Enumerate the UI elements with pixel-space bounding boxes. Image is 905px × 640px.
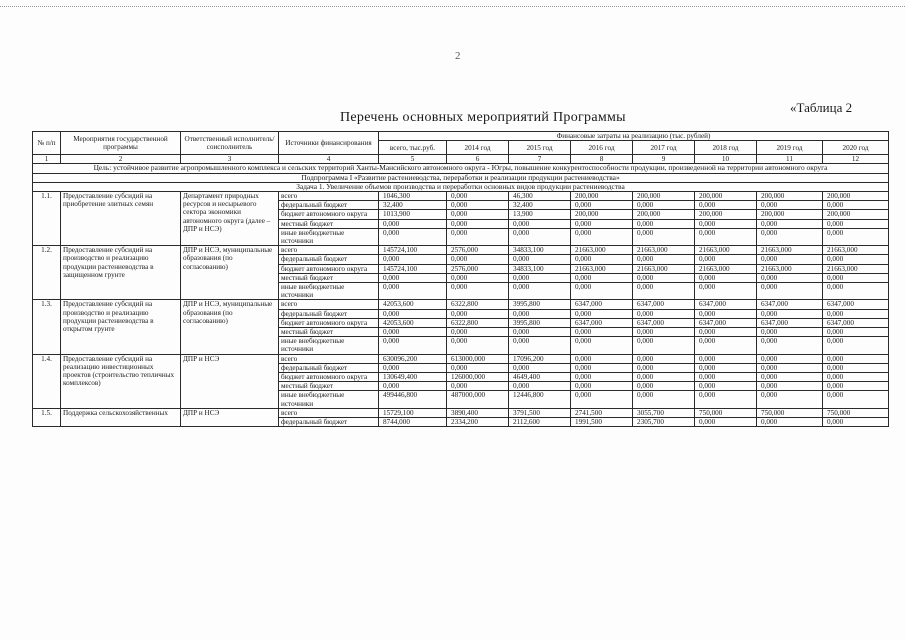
cell-year-value: 0,000 xyxy=(509,273,571,282)
cell-year-value: 13,900 xyxy=(509,210,571,219)
cell-year-value: 200,000 xyxy=(571,210,633,219)
cell-year-value: 3995,800 xyxy=(509,300,571,309)
item-executor: Департамент природных ресурсов и несырьевого сектора экономики автономного округа (далее – ДПР и НСЭ) xyxy=(181,192,279,246)
source-label: федеральный бюджет xyxy=(279,201,379,210)
cell-year-value: 21663,000 xyxy=(757,264,823,273)
cell-year-value: 0,000 xyxy=(633,201,695,210)
item-executor: ДПР и НСЭ, муниципальные образования (по согласованию) xyxy=(181,300,279,354)
cell-total: 130649,400 xyxy=(379,373,447,382)
cell-year-value: 6322,800 xyxy=(447,300,509,309)
cell-year-value: 2334,200 xyxy=(447,418,509,427)
cell-year-value: 200,000 xyxy=(757,192,823,201)
item-number: 1.2. xyxy=(33,246,61,300)
item-executor: ДПР и НСЭ xyxy=(181,408,279,426)
cell-year-value: 0,000 xyxy=(571,363,633,372)
source-label: бюджет автономного округа xyxy=(279,264,379,273)
cell-year-value: 0,000 xyxy=(509,382,571,391)
cell-year-value: 0,000 xyxy=(633,363,695,372)
source-label: всего xyxy=(279,354,379,363)
cell-year-value: 0,000 xyxy=(757,363,823,372)
cell-year-value: 0,000 xyxy=(633,382,695,391)
cell-year-value: 0,000 xyxy=(447,309,509,318)
cell-year-value: 0,000 xyxy=(571,255,633,264)
cell-year-value: 0,000 xyxy=(823,328,889,337)
cell-year-value: 487000,000 xyxy=(447,391,509,408)
header-year: 2017 год xyxy=(633,141,695,155)
cell-year-value: 34833,100 xyxy=(509,264,571,273)
cell-year-value: 200,000 xyxy=(757,210,823,219)
cell-year-value: 200,000 xyxy=(823,210,889,219)
cell-year-value: 0,000 xyxy=(571,219,633,228)
cell-year-value: 0,000 xyxy=(571,382,633,391)
cell-year-value: 0,000 xyxy=(757,228,823,245)
cell-year-value: 0,000 xyxy=(695,255,757,264)
cell-year-value: 0,000 xyxy=(695,328,757,337)
cell-year-value: 17096,200 xyxy=(509,354,571,363)
item-number: 1.4. xyxy=(33,354,61,408)
cell-year-value: 0,000 xyxy=(633,391,695,408)
cell-year-value: 0,000 xyxy=(823,363,889,372)
cell-year-value: 2741,500 xyxy=(571,408,633,417)
cell-year-value: 0,000 xyxy=(633,354,695,363)
cell-year-value: 0,000 xyxy=(633,309,695,318)
cell-year-value: 0,000 xyxy=(633,283,695,300)
source-label: иные внебюджетные источники xyxy=(279,337,379,354)
cell-year-value: 21663,000 xyxy=(695,264,757,273)
cell-total: 1013,900 xyxy=(379,210,447,219)
cell-total: 0,000 xyxy=(379,255,447,264)
cell-year-value: 0,000 xyxy=(695,337,757,354)
header-finance: Финансовые затраты на реализацию (тыс. рублей) xyxy=(379,132,889,141)
cell-year-value: 6347,000 xyxy=(571,300,633,309)
cell-total: 0,000 xyxy=(379,363,447,372)
cell-total: 1046,300 xyxy=(379,192,447,201)
header-num: № п/п xyxy=(33,132,61,155)
cell-total: 499446,800 xyxy=(379,391,447,408)
cell-year-value: 750,000 xyxy=(757,408,823,417)
cell-year-value: 750,000 xyxy=(823,408,889,417)
cell-year-value: 0,000 xyxy=(823,373,889,382)
table-row xyxy=(33,408,889,417)
cell-total: 0,000 xyxy=(379,309,447,318)
cell-year-value: 0,000 xyxy=(695,283,757,300)
cell-year-value: 200,000 xyxy=(695,192,757,201)
cell-year-value: 3055,700 xyxy=(633,408,695,417)
cell-year-value: 6347,000 xyxy=(571,318,633,327)
header-year: 2019 год xyxy=(757,141,823,155)
cell-year-value: 0,000 xyxy=(695,373,757,382)
cell-year-value: 0,000 xyxy=(571,391,633,408)
cell-year-value: 21663,000 xyxy=(571,246,633,255)
source-label: федеральный бюджет xyxy=(279,309,379,318)
source-label: местный бюджет xyxy=(279,382,379,391)
header-year: 2018 год xyxy=(695,141,757,155)
cell-year-value: 200,000 xyxy=(695,210,757,219)
cell-year-value: 0,000 xyxy=(447,273,509,282)
cell-year-value: 126000,000 xyxy=(447,373,509,382)
source-label: федеральный бюджет xyxy=(279,363,379,372)
source-label: всего xyxy=(279,300,379,309)
cell-year-value: 0,000 xyxy=(757,201,823,210)
source-label: бюджет автономного округа xyxy=(279,373,379,382)
cell-year-value: 0,000 xyxy=(571,328,633,337)
item-number: 1.5. xyxy=(33,408,61,426)
document-title: Перечень основных мероприятий Программы xyxy=(340,110,626,125)
item-name: Поддержка сельскохозяйственных xyxy=(61,408,181,426)
column-number: 7 xyxy=(509,155,571,164)
source-label: федеральный бюджет xyxy=(279,418,379,427)
column-number: 1 xyxy=(33,155,61,164)
cell-year-value: 0,000 xyxy=(571,373,633,382)
cell-year-value: 0,000 xyxy=(757,382,823,391)
column-number: 2 xyxy=(61,155,181,164)
cell-year-value: 200,000 xyxy=(571,192,633,201)
cell-year-value: 6347,000 xyxy=(633,318,695,327)
source-label: бюджет автономного округа xyxy=(279,318,379,327)
cell-year-value: 6347,000 xyxy=(757,300,823,309)
table-row xyxy=(33,192,889,201)
cell-year-value: 4649,400 xyxy=(509,373,571,382)
source-label: местный бюджет xyxy=(279,328,379,337)
cell-year-value: 32,400 xyxy=(509,201,571,210)
cell-year-value: 0,000 xyxy=(447,382,509,391)
source-label: местный бюджет xyxy=(279,219,379,228)
cell-total: 42053,600 xyxy=(379,300,447,309)
cell-total: 145724,100 xyxy=(379,264,447,273)
cell-year-value: 0,000 xyxy=(695,418,757,427)
header-source: Источники финансирования xyxy=(279,132,379,155)
header-year: 2020 год xyxy=(823,141,889,155)
cell-year-value: 0,000 xyxy=(509,283,571,300)
cell-year-value: 0,000 xyxy=(823,309,889,318)
cell-year-value: 2305,700 xyxy=(633,418,695,427)
item-executor: ДПР и НСЭ, муниципальные образования (по согласованию) xyxy=(181,246,279,300)
cell-year-value: 0,000 xyxy=(633,373,695,382)
column-number: 11 xyxy=(757,155,823,164)
cell-year-value: 0,000 xyxy=(447,255,509,264)
cell-year-value: 0,000 xyxy=(695,228,757,245)
cell-year-value: 0,000 xyxy=(823,354,889,363)
cell-year-value: 0,000 xyxy=(823,273,889,282)
column-number: 12 xyxy=(823,155,889,164)
item-number: 1.3. xyxy=(33,300,61,354)
cell-total: 32,400 xyxy=(379,201,447,210)
cell-year-value: 3890,400 xyxy=(447,408,509,417)
cell-year-value: 0,000 xyxy=(757,283,823,300)
cell-year-value: 0,000 xyxy=(695,382,757,391)
item-executor: ДПР и НСЭ xyxy=(181,354,279,408)
cell-year-value: 3995,800 xyxy=(509,318,571,327)
cell-year-value: 0,000 xyxy=(823,337,889,354)
cell-year-value: 0,000 xyxy=(447,210,509,219)
cell-year-value: 0,000 xyxy=(823,418,889,427)
cell-total: 145724,100 xyxy=(379,246,447,255)
table-row xyxy=(33,246,889,255)
cell-year-value: 0,000 xyxy=(633,273,695,282)
cell-year-value: 0,000 xyxy=(571,273,633,282)
cell-year-value: 0,000 xyxy=(571,201,633,210)
cell-year-value: 0,000 xyxy=(447,337,509,354)
cell-year-value: 6347,000 xyxy=(695,318,757,327)
cell-year-value: 0,000 xyxy=(823,255,889,264)
cell-year-value: 0,000 xyxy=(633,219,695,228)
cell-year-value: 6322,800 xyxy=(447,318,509,327)
cell-total: 42053,600 xyxy=(379,318,447,327)
item-name: Предоставление субсидий на производство и реализацию продукции растениеводства в открытом грунте xyxy=(61,300,181,354)
cell-year-value: 0,000 xyxy=(509,309,571,318)
cell-year-value: 0,000 xyxy=(571,228,633,245)
cell-year-value: 0,000 xyxy=(447,228,509,245)
item-name: Предоставление субсидий на приобретение элитных семян xyxy=(61,192,181,246)
cell-year-value: 0,000 xyxy=(509,337,571,354)
item-name: Предоставление субсидий на реализацию инвестиционных проектов (строительство тепличных комплексов) xyxy=(61,354,181,408)
cell-year-value: 0,000 xyxy=(509,363,571,372)
cell-year-value: 0,000 xyxy=(509,228,571,245)
cell-year-value: 0,000 xyxy=(695,354,757,363)
source-label: всего xyxy=(279,408,379,417)
cell-year-value: 1991,500 xyxy=(571,418,633,427)
cell-year-value: 2576,000 xyxy=(447,264,509,273)
header-year: 2015 год xyxy=(509,141,571,155)
cell-year-value: 6347,000 xyxy=(823,300,889,309)
cell-year-value: 6347,000 xyxy=(633,300,695,309)
item-name: Предоставление субсидий на производство и реализацию продукции растениеводства в защищенном грунте xyxy=(61,246,181,300)
source-label: всего xyxy=(279,246,379,255)
cell-year-value: 6347,000 xyxy=(695,300,757,309)
cell-year-value: 0,000 xyxy=(695,273,757,282)
cell-year-value: 21663,000 xyxy=(823,246,889,255)
cell-year-value: 0,000 xyxy=(509,328,571,337)
column-number: 8 xyxy=(571,155,633,164)
source-label: иные внебюджетные источники xyxy=(279,228,379,245)
item-number: 1.1. xyxy=(33,192,61,246)
cell-year-value: 0,000 xyxy=(757,328,823,337)
column-number: 4 xyxy=(279,155,379,164)
cell-year-value: 0,000 xyxy=(757,373,823,382)
cell-year-value: 200,000 xyxy=(633,210,695,219)
cell-year-value: 0,000 xyxy=(823,382,889,391)
cell-year-value: 0,000 xyxy=(571,309,633,318)
cell-total: 0,000 xyxy=(379,228,447,245)
table-label: «Таблица 2 xyxy=(790,100,853,115)
source-label: бюджет автономного округа xyxy=(279,210,379,219)
cell-year-value: 21663,000 xyxy=(633,264,695,273)
page-number: 2 xyxy=(455,50,461,62)
cell-year-value: 2112,600 xyxy=(509,418,571,427)
cell-year-value: 613000,000 xyxy=(447,354,509,363)
cell-total: 0,000 xyxy=(379,219,447,228)
cell-year-value: 0,000 xyxy=(757,255,823,264)
cell-year-value: 0,000 xyxy=(633,328,695,337)
cell-year-value: 0,000 xyxy=(695,201,757,210)
cell-year-value: 0,000 xyxy=(447,201,509,210)
table-row xyxy=(33,354,889,363)
cell-total: 0,000 xyxy=(379,273,447,282)
cell-total: 8744,000 xyxy=(379,418,447,427)
cell-year-value: 0,000 xyxy=(509,255,571,264)
top-dotted-line xyxy=(0,6,905,9)
cell-year-value: 0,000 xyxy=(757,354,823,363)
cell-year-value: 0,000 xyxy=(757,219,823,228)
task-row: Задача 1. Увеличение объемов производства и переработки основных видов продукции растениеводства xyxy=(33,182,889,191)
subprogram-row: Подпрограмма I «Развитие растениеводства, переработки и реализации продукции растениеводства» xyxy=(33,173,889,182)
cell-total: 0,000 xyxy=(379,283,447,300)
cell-total: 0,000 xyxy=(379,337,447,354)
cell-year-value: 0,000 xyxy=(823,219,889,228)
cell-year-value: 200,000 xyxy=(633,192,695,201)
cell-year-value: 2576,000 xyxy=(447,246,509,255)
cell-year-value: 34833,100 xyxy=(509,246,571,255)
cell-year-value: 0,000 xyxy=(447,328,509,337)
header-year: 2016 год xyxy=(571,141,633,155)
programme-events-table xyxy=(32,131,889,427)
cell-year-value: 46,300 xyxy=(509,192,571,201)
cell-year-value: 0,000 xyxy=(695,219,757,228)
column-number: 10 xyxy=(695,155,757,164)
cell-year-value: 21663,000 xyxy=(695,246,757,255)
header-event: Мероприятия государственной программы xyxy=(61,132,181,155)
cell-year-value: 0,000 xyxy=(633,228,695,245)
cell-year-value: 21663,000 xyxy=(757,246,823,255)
cell-year-value: 6347,000 xyxy=(757,318,823,327)
cell-year-value: 0,000 xyxy=(633,337,695,354)
cell-year-value: 0,000 xyxy=(823,283,889,300)
cell-year-value: 21663,000 xyxy=(633,246,695,255)
cell-year-value: 0,000 xyxy=(695,391,757,408)
cell-year-value: 0,000 xyxy=(447,363,509,372)
cell-year-value: 750,000 xyxy=(695,408,757,417)
cell-year-value: 21663,000 xyxy=(823,264,889,273)
cell-year-value: 6347,000 xyxy=(823,318,889,327)
column-number: 6 xyxy=(447,155,509,164)
cell-year-value: 0,000 xyxy=(447,192,509,201)
cell-year-value: 0,000 xyxy=(509,219,571,228)
cell-year-value: 21663,000 xyxy=(571,264,633,273)
cell-year-value: 0,000 xyxy=(823,228,889,245)
source-label: иные внебюджетные источники xyxy=(279,391,379,408)
cell-year-value: 0,000 xyxy=(571,337,633,354)
column-number: 3 xyxy=(181,155,279,164)
header-year: 2014 год xyxy=(447,141,509,155)
goal-row: Цель: устойчивое развитие агропромышленного комплекса и сельских территорий Ханты-Мансийского автономного округа - Югры, повышение конкурентоспособности продукции, произведенной на территории автономного округа xyxy=(33,164,889,173)
cell-year-value: 0,000 xyxy=(695,363,757,372)
cell-total: 630096,200 xyxy=(379,354,447,363)
cell-year-value: 0,000 xyxy=(447,283,509,300)
cell-year-value: 0,000 xyxy=(823,201,889,210)
column-number: 9 xyxy=(633,155,695,164)
cell-year-value: 12446,800 xyxy=(509,391,571,408)
cell-year-value: 0,000 xyxy=(757,391,823,408)
cell-total: 15729,100 xyxy=(379,408,447,417)
header-total: всего, тыс.руб. xyxy=(379,141,447,155)
cell-total: 0,000 xyxy=(379,328,447,337)
cell-year-value: 0,000 xyxy=(695,309,757,318)
cell-year-value: 0,000 xyxy=(757,273,823,282)
source-label: местный бюджет xyxy=(279,273,379,282)
cell-year-value: 3791,500 xyxy=(509,408,571,417)
cell-year-value: 0,000 xyxy=(757,418,823,427)
column-number: 5 xyxy=(379,155,447,164)
source-label: иные внебюджетные источники xyxy=(279,283,379,300)
source-label: всего xyxy=(279,192,379,201)
cell-year-value: 0,000 xyxy=(447,219,509,228)
header-executor: Ответственный исполнитель/соисполнитель xyxy=(181,132,279,155)
cell-year-value: 0,000 xyxy=(571,354,633,363)
cell-year-value: 0,000 xyxy=(757,309,823,318)
source-label: федеральный бюджет xyxy=(279,255,379,264)
cell-year-value: 0,000 xyxy=(757,337,823,354)
cell-year-value: 0,000 xyxy=(823,391,889,408)
cell-total: 0,000 xyxy=(379,382,447,391)
cell-year-value: 0,000 xyxy=(633,255,695,264)
cell-year-value: 200,000 xyxy=(823,192,889,201)
table-row xyxy=(33,300,889,309)
cell-year-value: 0,000 xyxy=(571,283,633,300)
